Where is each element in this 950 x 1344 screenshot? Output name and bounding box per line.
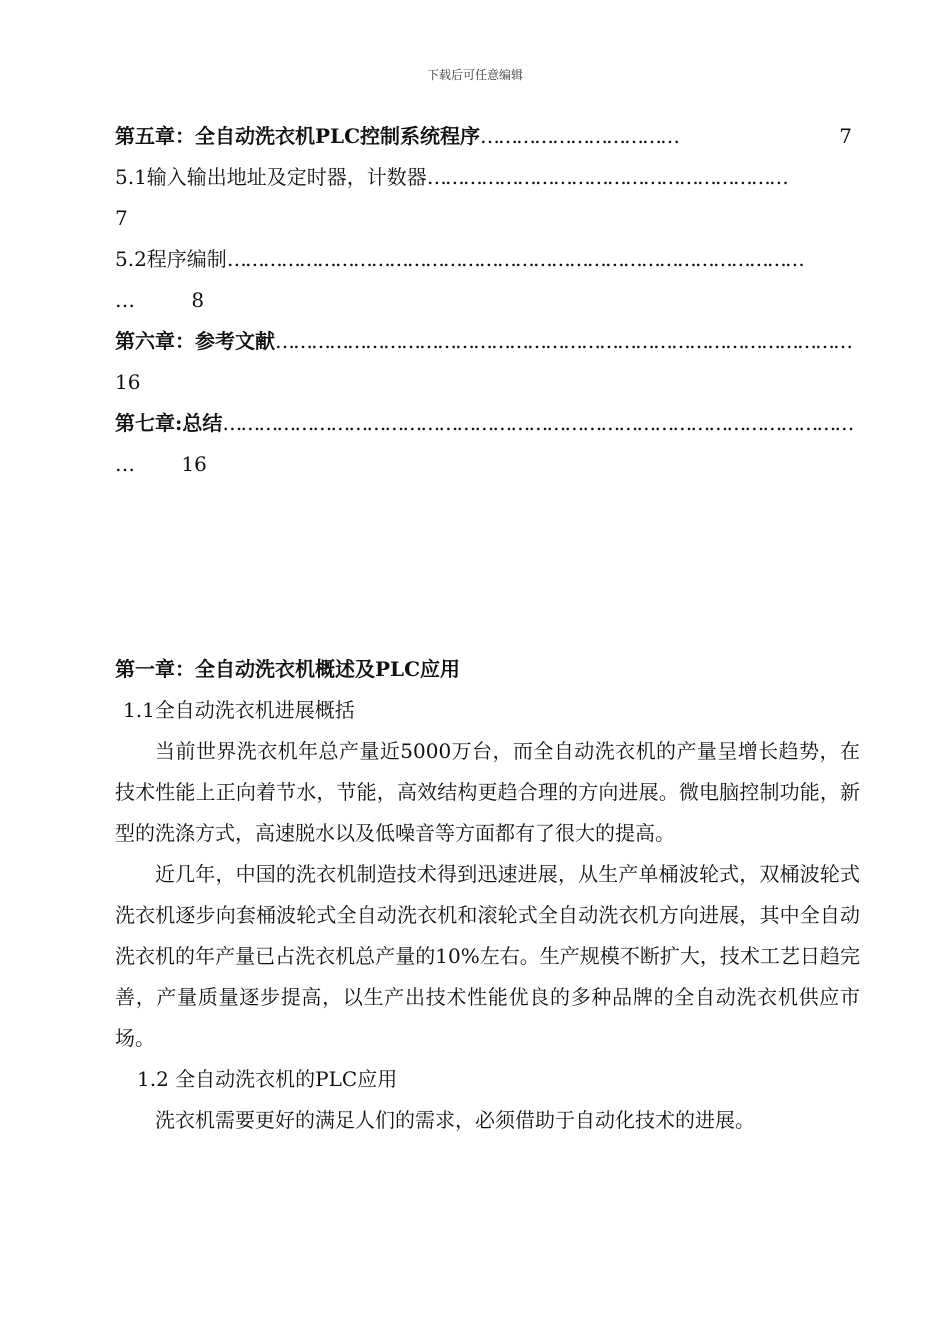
- toc-label: 5.2程序编制: [115, 247, 227, 271]
- toc-entry-5-1[interactable]: [115, 157, 860, 198]
- toc-leader: ……………………………………………………………………………………: [226, 247, 803, 271]
- toc-label: 第六章：参考文献: [115, 329, 275, 353]
- paragraph-1: 当前世界洗衣机年总产量近5000万台，而全自动洗衣机的产量呈增长趋势，在技术性能上正向着节水，节能，高效结构更趋合理的方向进展。微电脑控制功能，新型的洗涤方式，高速脱水以及低噪音等方面都有了很大的提高。: [115, 739, 860, 845]
- toc-label: 5.1输入输出地址及定时器，计数器: [115, 165, 427, 189]
- document-body: [115, 116, 860, 1141]
- toc-entry-chapter6[interactable]: [115, 321, 860, 362]
- toc-label: 第七章:总结: [115, 411, 223, 435]
- toc-continuation: [115, 444, 860, 485]
- chapter1-title: 第一章：全自动洗衣机概述及PLC应用: [115, 657, 461, 681]
- toc-leader: ……………………………………………………………………………………: [275, 329, 851, 353]
- toc-leader: …: [115, 288, 135, 312]
- section-1-2-title: 1.2 全自动洗衣机的PLC应用: [137, 1067, 398, 1091]
- toc-page-number: 16: [115, 370, 141, 394]
- toc-entry-5-2[interactable]: [115, 239, 860, 280]
- toc-leader: ……………………………: [480, 124, 679, 148]
- toc-continuation: [115, 280, 860, 321]
- toc-entry-chapter7[interactable]: [115, 403, 860, 444]
- page-header: 下载后可任意编辑: [426, 68, 523, 82]
- toc-leader: …: [115, 452, 135, 476]
- toc-page-number: 7: [839, 124, 852, 148]
- toc-label: 第五章：全自动洗衣机PLC控制系统程序: [115, 124, 481, 148]
- spacer: [115, 485, 860, 649]
- toc-entry-chapter5[interactable]: [115, 116, 860, 157]
- toc-page-number: 8: [191, 288, 205, 312]
- toc-leader: ……………………………………………………………………………………………: [222, 411, 853, 435]
- toc-leader: ……………………………………………………: [426, 165, 787, 189]
- toc-page-number: 7: [115, 206, 128, 230]
- section-1-1-title: 1.1全自动洗衣机进展概括: [123, 698, 355, 722]
- paragraph-3: 洗衣机需要更好的满足人们的需求，必须借助于自动化技术的进展。: [155, 1108, 755, 1132]
- paragraph-2: 近几年，中国的洗衣机制造技术得到迅速进展，从生产单桶波轮式，双桶波轮式洗衣机逐步向套桶波轮式全自动洗衣机和滚轮式全自动洗衣机方向进展，其中全自动洗衣机的年产量已占洗衣机总产量的10%左右。生产规模不断扩大，技术工艺日趋完善，产量质量逐步提高，以生产出技术性能优良的多种品牌的全自动洗衣机供应市场。: [115, 862, 860, 1050]
- toc-page-number: 16: [181, 452, 207, 476]
